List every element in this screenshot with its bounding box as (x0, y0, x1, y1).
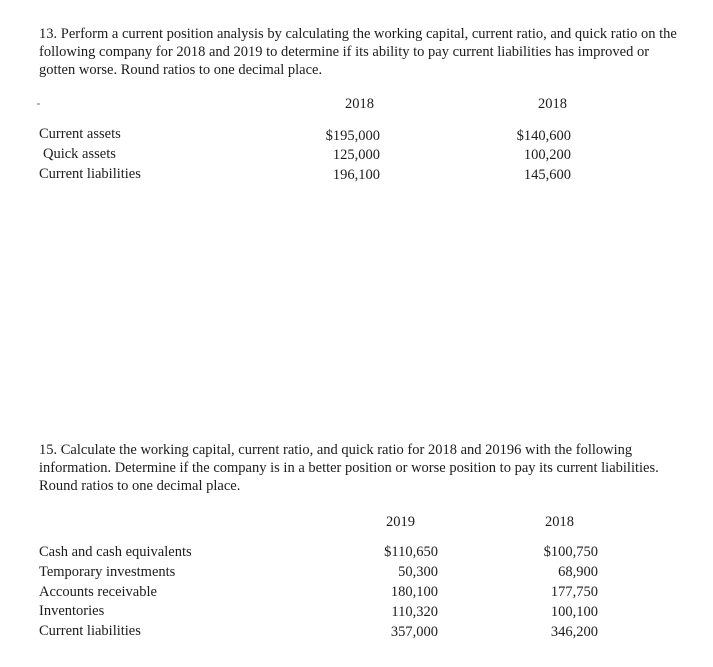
p15-value-col2: 100,100 (550, 604, 598, 620)
p13-row-label: Quick assets (43, 146, 116, 162)
p15-value-col1: 50,300 (398, 564, 438, 580)
p15-row-label: Temporary investments (39, 564, 176, 580)
p13-row-label: Current assets (39, 126, 121, 142)
p15-value-col2: 346,200 (550, 624, 598, 640)
p13-value-col2: 100,200 (523, 147, 571, 163)
p13-value-col1: 196,100 (332, 167, 380, 183)
p15-value-col1: $110,650 (384, 544, 438, 560)
p13-value-col2: $140,600 (516, 128, 571, 144)
p13-value-col1: 125,000 (332, 147, 380, 163)
p15-row-label: Inventories (39, 603, 105, 619)
p15-value-col2: 68,900 (558, 564, 598, 580)
p15-row-label: Current liabilities (39, 623, 141, 639)
p13-header-col1: 2018 (345, 96, 374, 112)
p15-value-col1: 110,320 (391, 604, 438, 620)
p15-value-col2: 177,750 (550, 584, 598, 600)
problem-15-text: 15. Calculate the working capital, current ratio, and quick ratio for 2018 and 20196 with the following information. Determine if the company is in a better position or worse position to pay its current liabilities. Round ratios to one decimal place. (39, 442, 659, 494)
p13-value-col2: 145,600 (523, 167, 571, 183)
p15-header-col2: 2018 (545, 514, 574, 530)
p15-value-col2: $100,750 (543, 544, 598, 560)
scan-mark (37, 103, 40, 105)
problem-13-text: 13. Perform a current position analysis by calculating the working capital, current ratio, and quick ratio on the following company for 2018 and 2019 to determine if its ability to pay current liabilities has improved or gotten worse. Round ratios to one decimal place. (39, 26, 677, 78)
p13-header-col2: 2018 (538, 96, 567, 112)
p15-value-col1: 180,100 (390, 584, 438, 600)
p15-row-label: Cash and cash equivalents (39, 544, 192, 560)
p13-row-label: Current liabilities (39, 166, 141, 182)
p15-value-col1: 357,000 (390, 624, 438, 640)
p15-row-label: Accounts receivable (39, 584, 157, 600)
p13-value-col1: $195,000 (325, 128, 380, 144)
p15-header-col1: 2019 (386, 514, 415, 530)
